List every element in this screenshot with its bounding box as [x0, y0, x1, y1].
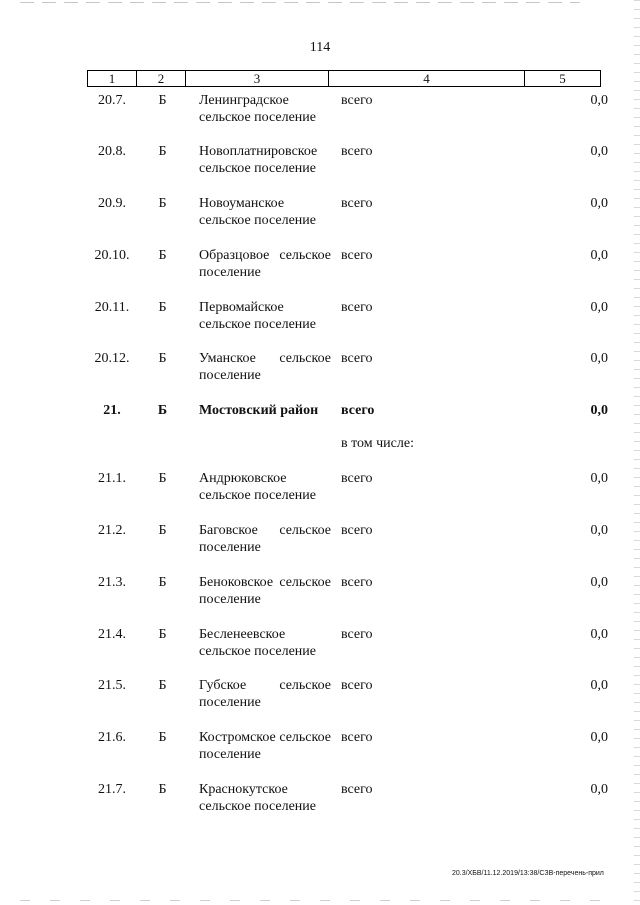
row-type: всего: [341, 300, 373, 315]
row-name: Ленинградское сельское поселение: [199, 93, 316, 125]
row-name: Костромское сельское поселение: [199, 730, 331, 762]
row-number: 20.12.: [94, 351, 130, 366]
row-type: всего: [341, 730, 373, 745]
row-value: 0,0: [590, 575, 608, 590]
row-value: 0,0: [590, 403, 608, 418]
column-header-5: 5: [525, 71, 601, 87]
row-value: 0,0: [590, 678, 608, 693]
column-header-4: 4: [329, 71, 525, 87]
row-number: 21.1.: [98, 471, 126, 486]
column-header-2: 2: [137, 71, 186, 87]
row-type: всего: [341, 93, 373, 108]
row-name: Первомайское сельское поселение: [199, 300, 316, 332]
row-name: Новоуманское сельское поселение: [199, 196, 316, 228]
row-category: Б: [158, 471, 167, 486]
row-name: Уманское сельское поселение: [199, 351, 331, 383]
row-name: Новоплатнировское сельское поселение: [199, 144, 318, 176]
row-type: всего: [341, 627, 373, 642]
row-value: 0,0: [590, 144, 608, 159]
row-type: всего: [341, 196, 373, 211]
row-category: Б: [158, 627, 167, 642]
scan-artifact-bottom: [20, 900, 620, 901]
row-name: Краснокутское сельское поселение: [199, 782, 316, 814]
row-number: 21.2.: [98, 523, 126, 538]
row-number: 21.6.: [98, 730, 126, 745]
row-category: Б: [158, 575, 167, 590]
column-header-1: 1: [88, 71, 137, 87]
row-type: всего: [341, 575, 373, 590]
row-name: Губское сельское поселение: [199, 678, 331, 710]
row-number: 21.: [103, 403, 121, 418]
row-number: 20.11.: [94, 300, 130, 315]
row-category: Б: [158, 248, 167, 263]
row-value: 0,0: [590, 351, 608, 366]
row-category: Б: [158, 300, 167, 315]
row-type: всего: [341, 471, 373, 486]
including-note: в том числе:: [341, 436, 414, 451]
row-value: 0,0: [590, 782, 608, 797]
row-number: 21.3.: [98, 575, 126, 590]
row-type: всего: [341, 351, 373, 366]
row-category: Б: [158, 144, 167, 159]
row-category: Б: [157, 403, 168, 418]
column-header-table: [87, 70, 601, 87]
row-value: 0,0: [590, 196, 608, 211]
row-type: всего: [341, 248, 373, 263]
row-value: 0,0: [590, 93, 608, 108]
document-footer: 20.3/ХБВ/11.12.2019/13:38/СЗВ-перечень-прил: [452, 870, 604, 877]
row-category: Б: [158, 523, 167, 538]
row-number: 20.10.: [94, 248, 130, 263]
row-type: всего: [341, 523, 373, 538]
row-category: Б: [158, 93, 167, 108]
row-name: Мостовский район: [199, 403, 319, 418]
row-name: Образцовое сельское поселение: [199, 248, 331, 280]
row-number: 20.9.: [98, 196, 126, 211]
row-number: 20.7.: [98, 93, 126, 108]
row-type: всего: [341, 678, 373, 693]
page-number: 114: [309, 40, 331, 55]
column-header-3: 3: [186, 71, 329, 87]
row-number: 20.8.: [98, 144, 126, 159]
row-number: 21.4.: [98, 627, 126, 642]
row-name: Бесленеевское сельское поселение: [199, 627, 316, 659]
row-number: 21.7.: [98, 782, 126, 797]
row-name: Андрюковское сельское поселение: [199, 471, 316, 503]
row-category: Б: [158, 782, 167, 797]
row-value: 0,0: [590, 523, 608, 538]
row-type: всего: [341, 403, 375, 418]
row-value: 0,0: [590, 730, 608, 745]
row-value: 0,0: [590, 248, 608, 263]
row-name: Баговское сельское поселение: [199, 523, 331, 555]
row-category: Б: [158, 678, 167, 693]
row-value: 0,0: [590, 300, 608, 315]
row-value: 0,0: [590, 471, 608, 486]
row-category: Б: [158, 351, 167, 366]
scan-artifact-edge: [634, 0, 640, 905]
row-category: Б: [158, 196, 167, 211]
row-category: Б: [158, 730, 167, 745]
row-type: всего: [341, 144, 373, 159]
row-value: 0,0: [590, 627, 608, 642]
scan-artifact-top: [20, 2, 580, 3]
row-name: Беноковское сельское поселение: [199, 575, 331, 607]
row-type: всего: [341, 782, 373, 797]
row-number: 21.5.: [98, 678, 126, 693]
